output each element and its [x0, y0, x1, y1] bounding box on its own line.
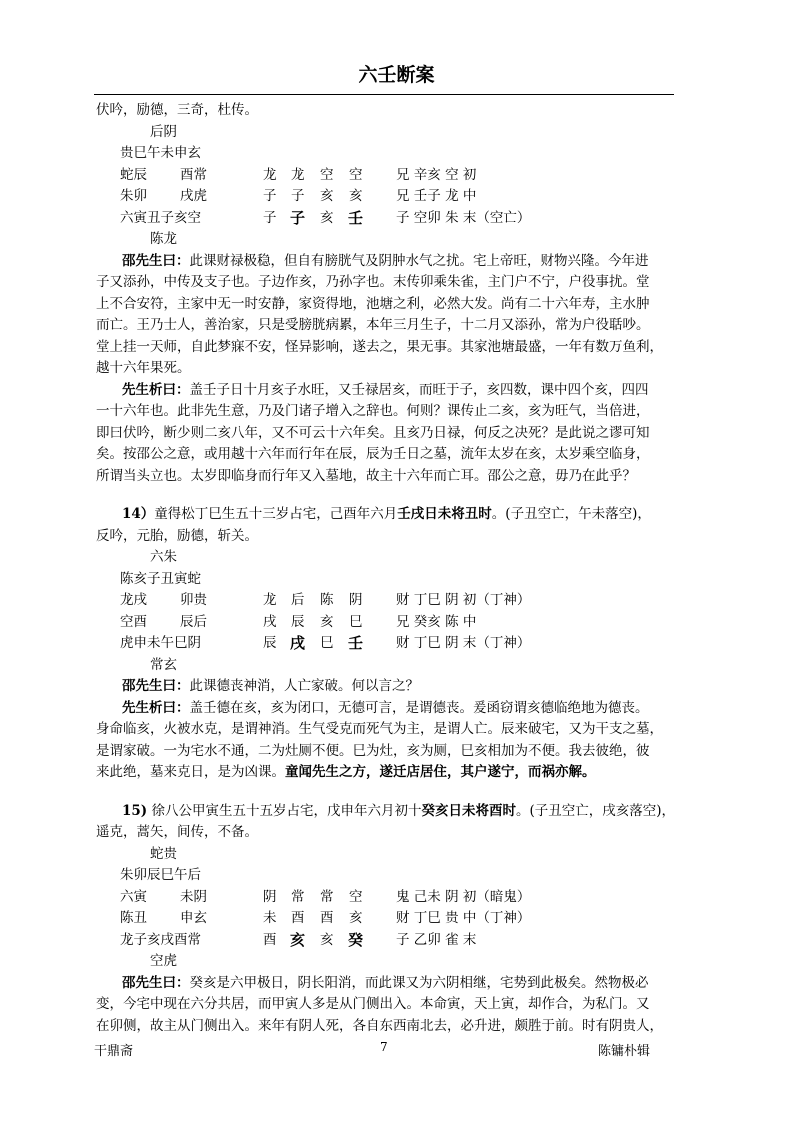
- plate-right: 戌虎: [180, 188, 207, 204]
- case14-xian-line: 身命临亥，火被水克，是谓神消。生气受克而死气为主，是谓人亡。辰来破宅，又为干支之墓，: [96, 721, 663, 737]
- plate-right: 申玄: [180, 910, 207, 926]
- lesson-3: 亥: [320, 209, 334, 226]
- page-title: 六壬断案: [358, 64, 435, 86]
- plate-left: 空酉: [120, 613, 147, 630]
- xian-label: 先生析曰：: [122, 381, 190, 398]
- lesson-1: 龙: [263, 592, 277, 608]
- lesson-3: 巳: [320, 635, 334, 651]
- plate-left: 虎申未午巳阴: [120, 635, 201, 651]
- lesson-2: 辰: [291, 613, 305, 630]
- lesson-3: 酉: [320, 910, 334, 926]
- plate-left: 六寅: [120, 888, 147, 905]
- plate-right: 辰后: [180, 613, 207, 630]
- lesson-4: 空: [349, 888, 363, 905]
- case13-shao-line: 子又添孙，中传及支子也。子边作亥，乃孙字也。末传卯乘朱雀，主门户不宁，户役事扰。堂: [96, 274, 650, 290]
- plate-right: 酉常: [180, 166, 207, 183]
- plate-right: 卯贵: [180, 592, 207, 608]
- lesson-3: 亥: [320, 613, 334, 630]
- spacer: [96, 487, 676, 504]
- case13-xian-line: 即曰伏吟，断少则二亥八年，又不可云十六年矣。且亥乃日禄，何反之决死？是此说之谬可知: [96, 424, 650, 441]
- case15-chart-top: 蛇贵: [150, 845, 177, 862]
- case14-xian-line: 是谓家破。一为宅水不通，二为灶厕不便。巳为灶，亥为厕，巳亥相加为不便。我去彼绝，彼: [96, 742, 650, 759]
- lesson-2: 常: [291, 888, 305, 905]
- case14-chart-row2: [96, 612, 676, 634]
- case14-chart-bottom: 常玄: [150, 656, 177, 673]
- case15-chart-row1: [96, 887, 676, 909]
- lesson-2: 戌: [290, 634, 306, 652]
- case14-xian-line: 先生析曰：盖壬德在亥，亥为闭口，无德可言，是谓德丧。爰函窃谓亥德临绝地为德丧。: [122, 699, 649, 716]
- case14-chart-row3: [96, 633, 676, 655]
- transmission: 兄 辛亥 空 初: [396, 166, 477, 183]
- case13-shao-line: 而亡。王乃士人，善治家，只是受膀胱病累，本年三月生子，十二月又添孙，常为户役聒吵。: [96, 317, 650, 333]
- lesson-2: 酉: [291, 910, 305, 926]
- lesson-3: 陈: [320, 592, 334, 608]
- case13-shao-line: 邵先生曰：此课财禄极稳，但自有膀胱气及阴肿水气之扰。宅上帝旺，财物兴隆。今年进: [122, 252, 649, 269]
- case14-xian-line: 来此绝，墓来克日，是为凶课。童闻先生之方，遂迁店居住，其户遂宁，而祸亦解。: [96, 764, 596, 780]
- footer-right: 陈镛朴辑: [597, 1044, 650, 1059]
- transmission: 兄 壬子 龙 中: [396, 188, 477, 204]
- case14-shao-line: 邵先生曰：此课德丧神消，人亡家破。何以言之？: [122, 678, 419, 694]
- lesson-1: 酉: [263, 931, 277, 948]
- lesson-1: 戌: [263, 613, 277, 630]
- case15-chart-bottom: 空虎: [150, 953, 177, 969]
- transmission: 子 乙卯 雀 末: [396, 931, 477, 948]
- lesson-1: 子: [263, 188, 277, 204]
- lesson-2: 后: [291, 592, 305, 608]
- case13-shao-line: 越十六年果死。: [96, 360, 191, 376]
- case14-heading: 14）童得松丁巳生五十三岁占宅，己酉年六月壬戌日未将丑时。(子丑空亡，午未落空)，: [122, 506, 651, 522]
- lesson-2: 亥: [290, 930, 306, 949]
- lesson-4: 壬: [348, 634, 364, 652]
- xian-label: 先生析曰：: [122, 699, 190, 716]
- case13-shao-line: 上不合安符，主家中无一时安静，家资得地，池塘之利，必然大发。尚有二十六年寿，主水肿: [96, 295, 650, 312]
- transmission: 财 丁巳 贵 中（丁神）: [396, 910, 531, 926]
- case13-xian-line: 矣。按邵公之意，或用越十六年而行年在辰，辰为壬日之墓，流年太岁在亥，太岁乘空临身，: [96, 446, 650, 462]
- case13-xian-line: 所谓当头立也。太岁即临身而行年又入墓地，故主十六年而亡耳。邵公之意，毋乃在此乎？: [96, 467, 636, 484]
- page-number: 7: [380, 1040, 388, 1054]
- lesson-2: 龙: [291, 166, 305, 183]
- plate-left: 朱卯: [120, 188, 147, 204]
- case15-chart-row0: 朱卯辰巳午后: [120, 867, 201, 883]
- case15-heading-cont: 遥克，蒿矢，间传，不备。: [96, 824, 258, 840]
- case13-chart-top: 后阴: [150, 123, 177, 140]
- case13-shao-line: 堂上挂一天师，自此梦寐不安，怪异影响，遂去之，果无事。其家池塘最盛，一年有数万鱼利，: [96, 338, 663, 355]
- case15-heading: 15) 徐八公甲寅生五十五岁占宅，戊申年六月初十癸亥日未将酉时。(子丑空亡，戌亥落空)，: [122, 802, 676, 819]
- shao-label: 邵先生曰：: [122, 974, 190, 991]
- case15-chart-row3: [96, 930, 676, 952]
- lesson-3: 常: [320, 888, 334, 905]
- plate-right: 未阴: [180, 888, 207, 905]
- lesson-1: 阴: [263, 888, 277, 905]
- lesson-4: 阴: [349, 592, 363, 608]
- lesson-4: 癸: [348, 930, 364, 949]
- shao-label: 邵先生曰：: [122, 252, 190, 269]
- case13-chart-row1: [96, 165, 676, 187]
- document-body: [96, 100, 676, 1037]
- case15-shao-line: 变，今宅中现在六分共居，而甲寅人多是从门侧出入。本命寅，天上寅，却作合，为私门。又: [96, 996, 650, 1012]
- plate-left: 龙戌: [120, 592, 147, 608]
- transmission: 鬼 己未 阴 初（暗鬼）: [396, 888, 531, 905]
- case13-chart-row0: 贵巳午未申玄: [120, 145, 201, 161]
- plate-left: 蛇辰: [120, 166, 147, 183]
- case14-chart-top: 六朱: [150, 549, 177, 565]
- lesson-2: 子: [291, 188, 305, 204]
- lesson-1: 未: [263, 910, 277, 926]
- lesson-4: 壬: [348, 208, 364, 227]
- footer-left: 干鼎斋: [94, 1044, 134, 1059]
- case13-xian-line: 先生析曰：盖壬子日十月亥子水旺，又壬禄居亥，而旺于子，亥四数，课中四个亥，四四: [122, 381, 649, 398]
- case14-heading-cont: 反吟，元胎，励德，斩关。: [96, 527, 258, 544]
- plate-left: 六寅丑子亥空: [120, 209, 201, 226]
- lesson-3: 亥: [320, 188, 334, 204]
- case15-shao-line: 在卯侧，故主从门侧出入。来年有阴人死，各自东西南北去，必升进，颇胜于前。时有阴贵人，: [96, 1017, 663, 1034]
- transmission: 子 空卯 朱 末（空亡）: [396, 209, 531, 226]
- case15-chart-row2: [96, 908, 676, 930]
- case13-intro: 伏吟，励德，三奇，杜传。: [96, 102, 258, 118]
- lesson-1: 子: [263, 209, 277, 226]
- transmission: 财 丁巳 阴 初（丁神）: [396, 592, 531, 608]
- page-footer: [94, 1040, 674, 1060]
- lesson-3: 空: [320, 166, 334, 183]
- transmission: 财 丁巳 阴 末（丁神）: [396, 635, 531, 651]
- transmission: 兄 癸亥 陈 中: [396, 613, 477, 630]
- lesson-3: 亥: [320, 931, 334, 948]
- plate-left: 陈丑: [120, 910, 147, 926]
- lesson-1: 辰: [263, 635, 277, 651]
- lesson-4: 空: [349, 166, 363, 183]
- case13-chart-bottom: 陈龙: [150, 231, 177, 247]
- case15-shao-line: 邵先生曰：癸亥是六甲极日，阴长阳消，而此课又为六阴相继，宅势到此极矣。然物极必: [122, 974, 649, 991]
- case13-chart-row2: [96, 186, 676, 208]
- case13-xian-line: 一十六年也。此非先生意，乃及门诸子增入之辞也。何则？课传止二亥，亥为旺气，当倍进，: [96, 403, 650, 419]
- case14-chart-row1: [96, 590, 676, 612]
- case14-chart-row0: 陈亥子丑寅蛇: [120, 570, 201, 587]
- shao-label: 邵先生曰：: [122, 678, 190, 694]
- lesson-4: 巳: [349, 613, 363, 630]
- plate-left: 龙子亥戌酉常: [120, 931, 201, 948]
- lesson-2: 子: [290, 208, 306, 227]
- spacer: [96, 784, 676, 801]
- lesson-1: 龙: [263, 166, 277, 183]
- lesson-4: 亥: [349, 188, 363, 204]
- lesson-4: 亥: [349, 910, 363, 926]
- case13-chart-row3: [96, 208, 676, 230]
- header-rule: [94, 94, 674, 95]
